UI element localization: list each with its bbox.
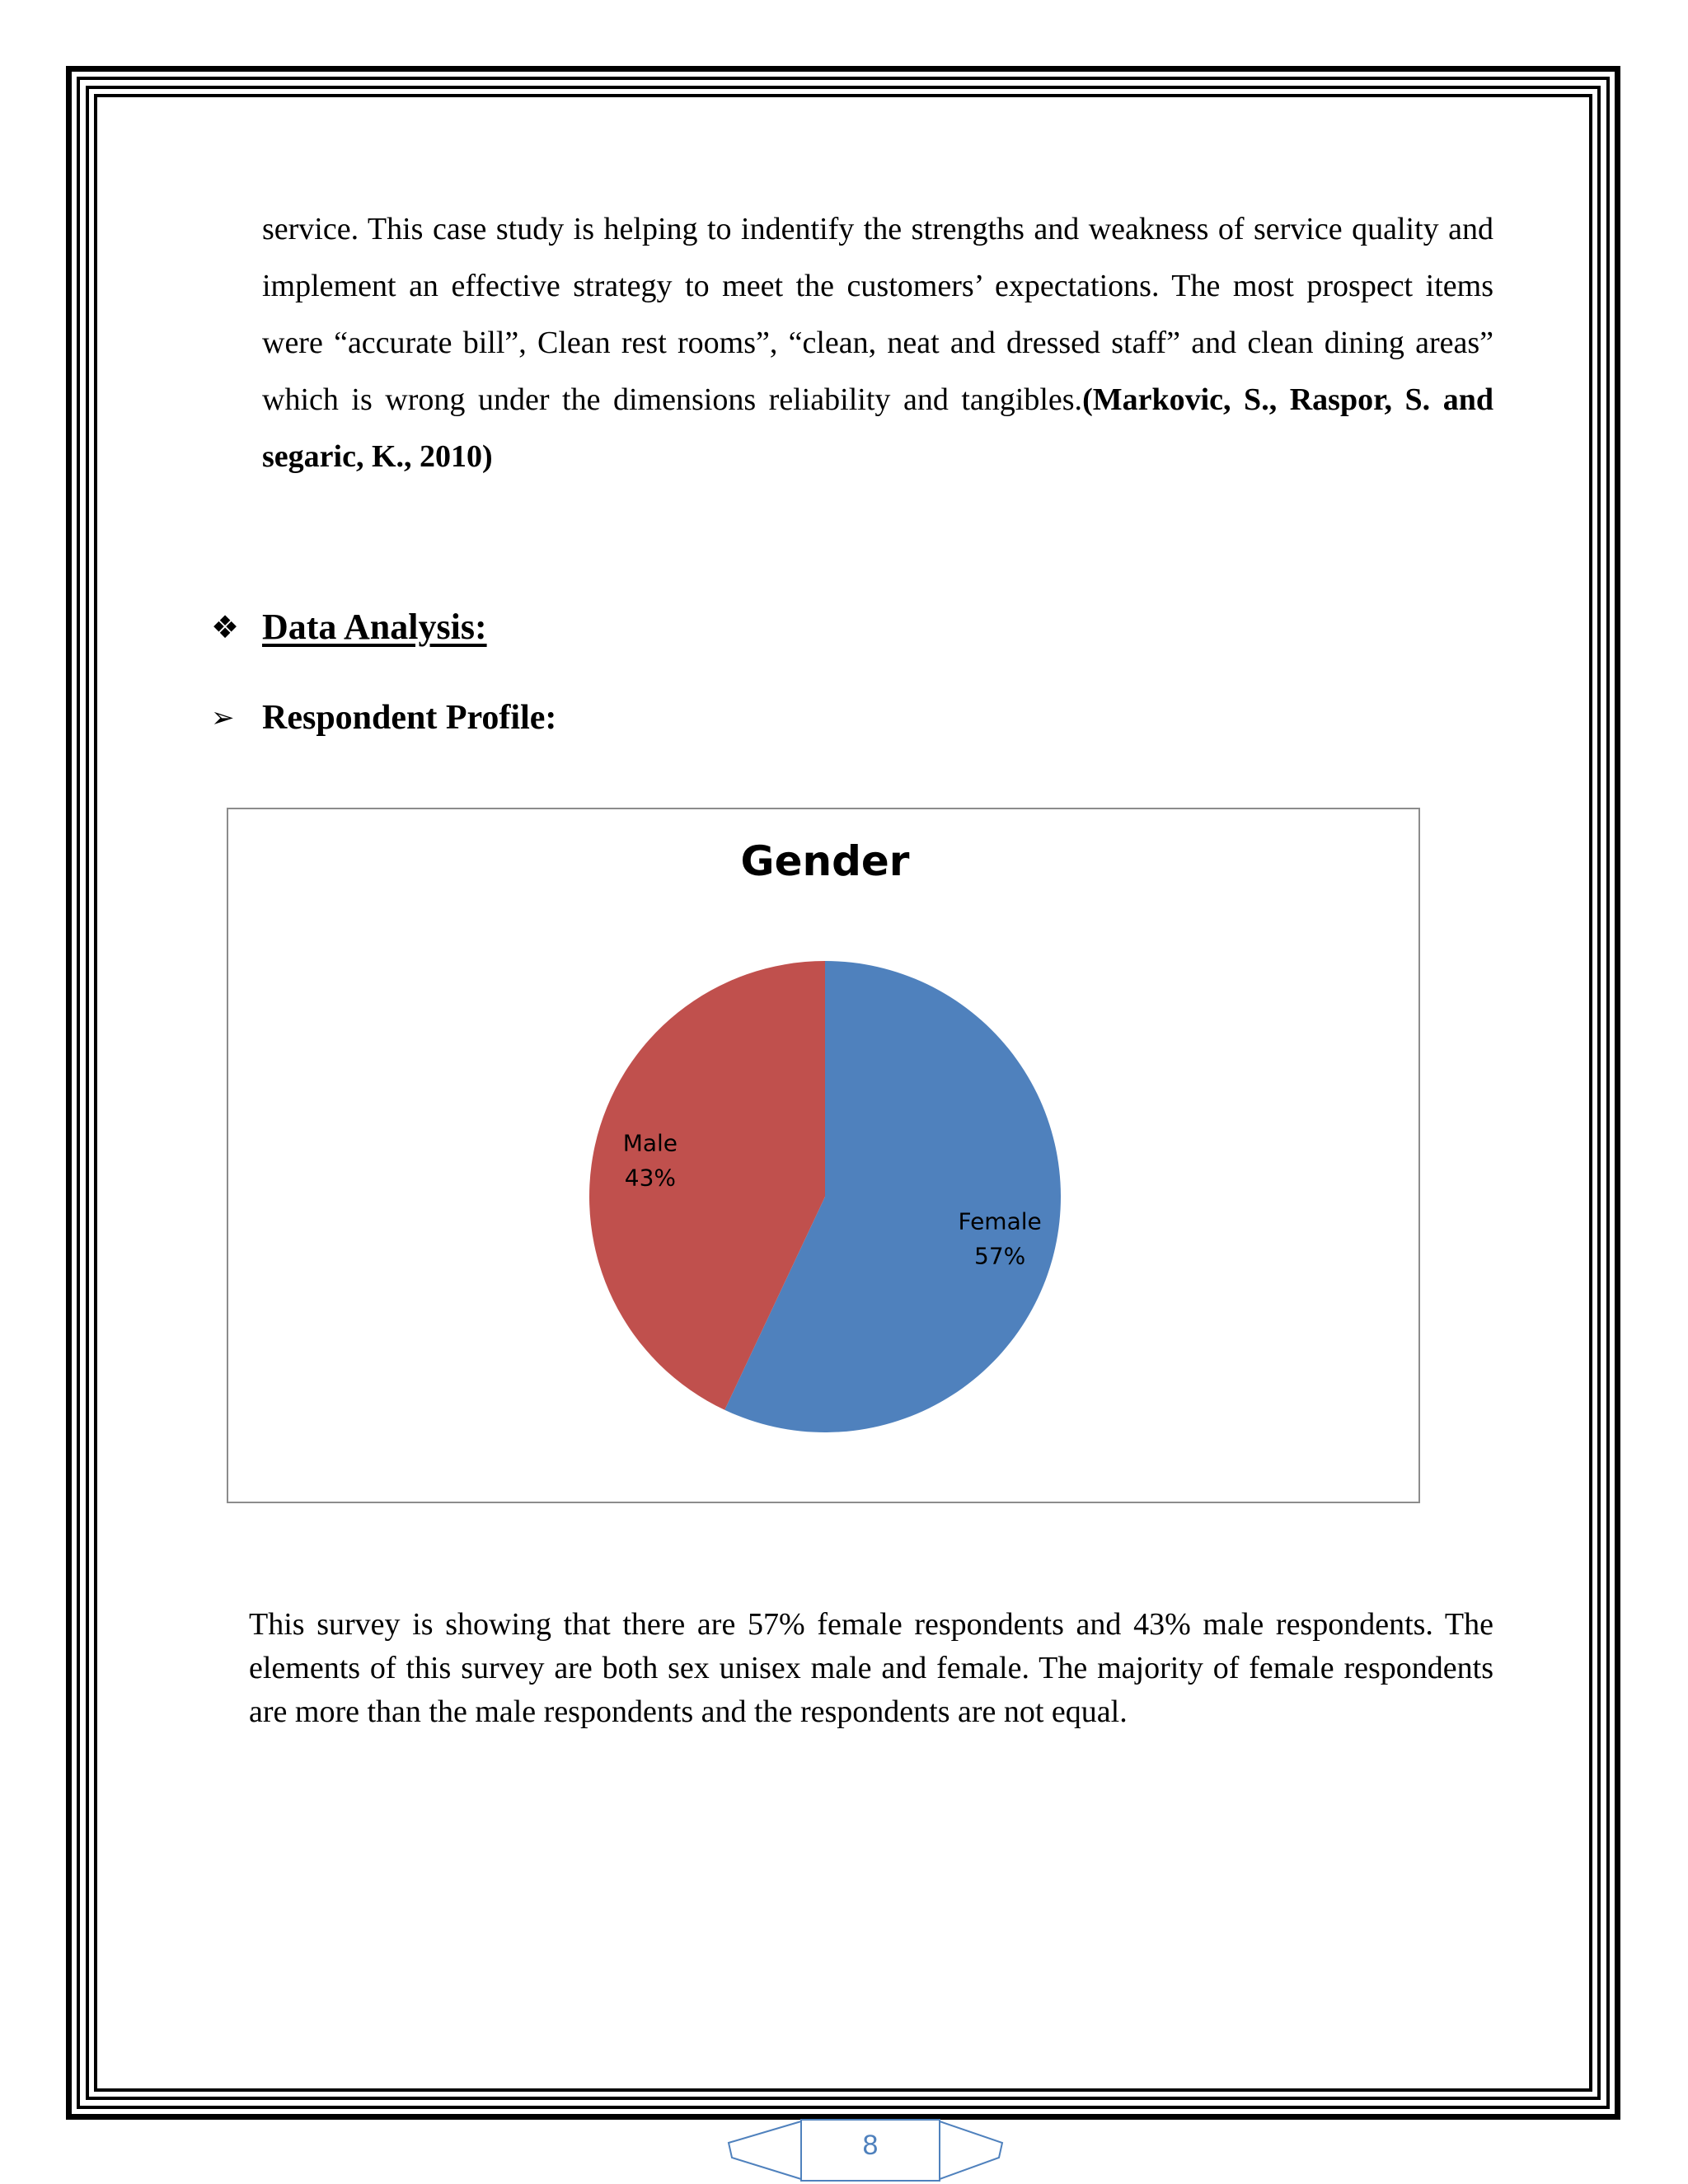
- chart-title: Gender: [740, 837, 910, 885]
- diamond-bullet-icon: ❖: [211, 608, 240, 645]
- data-label-female-percent: 57%: [974, 1242, 1026, 1270]
- section-heading: [211, 606, 487, 648]
- body-paragraph-1: [262, 201, 1493, 485]
- data-label-male-percent: 43%: [624, 1164, 676, 1192]
- sub-heading-text: Respondent Profile:: [262, 699, 557, 737]
- citation: (Markovic, S., Raspor, S. and segaric, K., 2010): [262, 382, 1493, 474]
- section-heading-text: Data Analysis:: [262, 607, 487, 647]
- body-paragraph-2: This survey is showing that there are 57% female respondents and 43% male respondents. The elements of this survey are both sex unisex male and female. The majority of female respondents are more than the male respondents and the respondents are not equal.: [249, 1607, 1493, 1729]
- page-number: 8: [862, 2130, 879, 2161]
- arrow-bullet-icon: ➢: [211, 701, 235, 734]
- data-label-female-name: Female: [958, 1207, 1042, 1235]
- gender-pie-chart: [227, 808, 1420, 1503]
- paragraph-1-text: service. This case study is helping to indentify the strengths and weakness of service quality and implement an effective strategy to meet the customers’ expectations. The most prospect items were “accurate bill”, Clean rest rooms”, “clean, neat and dressed staff” and clean dining areas” which is wrong under the dimensions reliability and tangibles.: [262, 212, 1493, 417]
- pie-chart-svg: [228, 809, 1422, 1505]
- sub-heading: [211, 698, 556, 738]
- data-label-male-name: Male: [622, 1129, 678, 1157]
